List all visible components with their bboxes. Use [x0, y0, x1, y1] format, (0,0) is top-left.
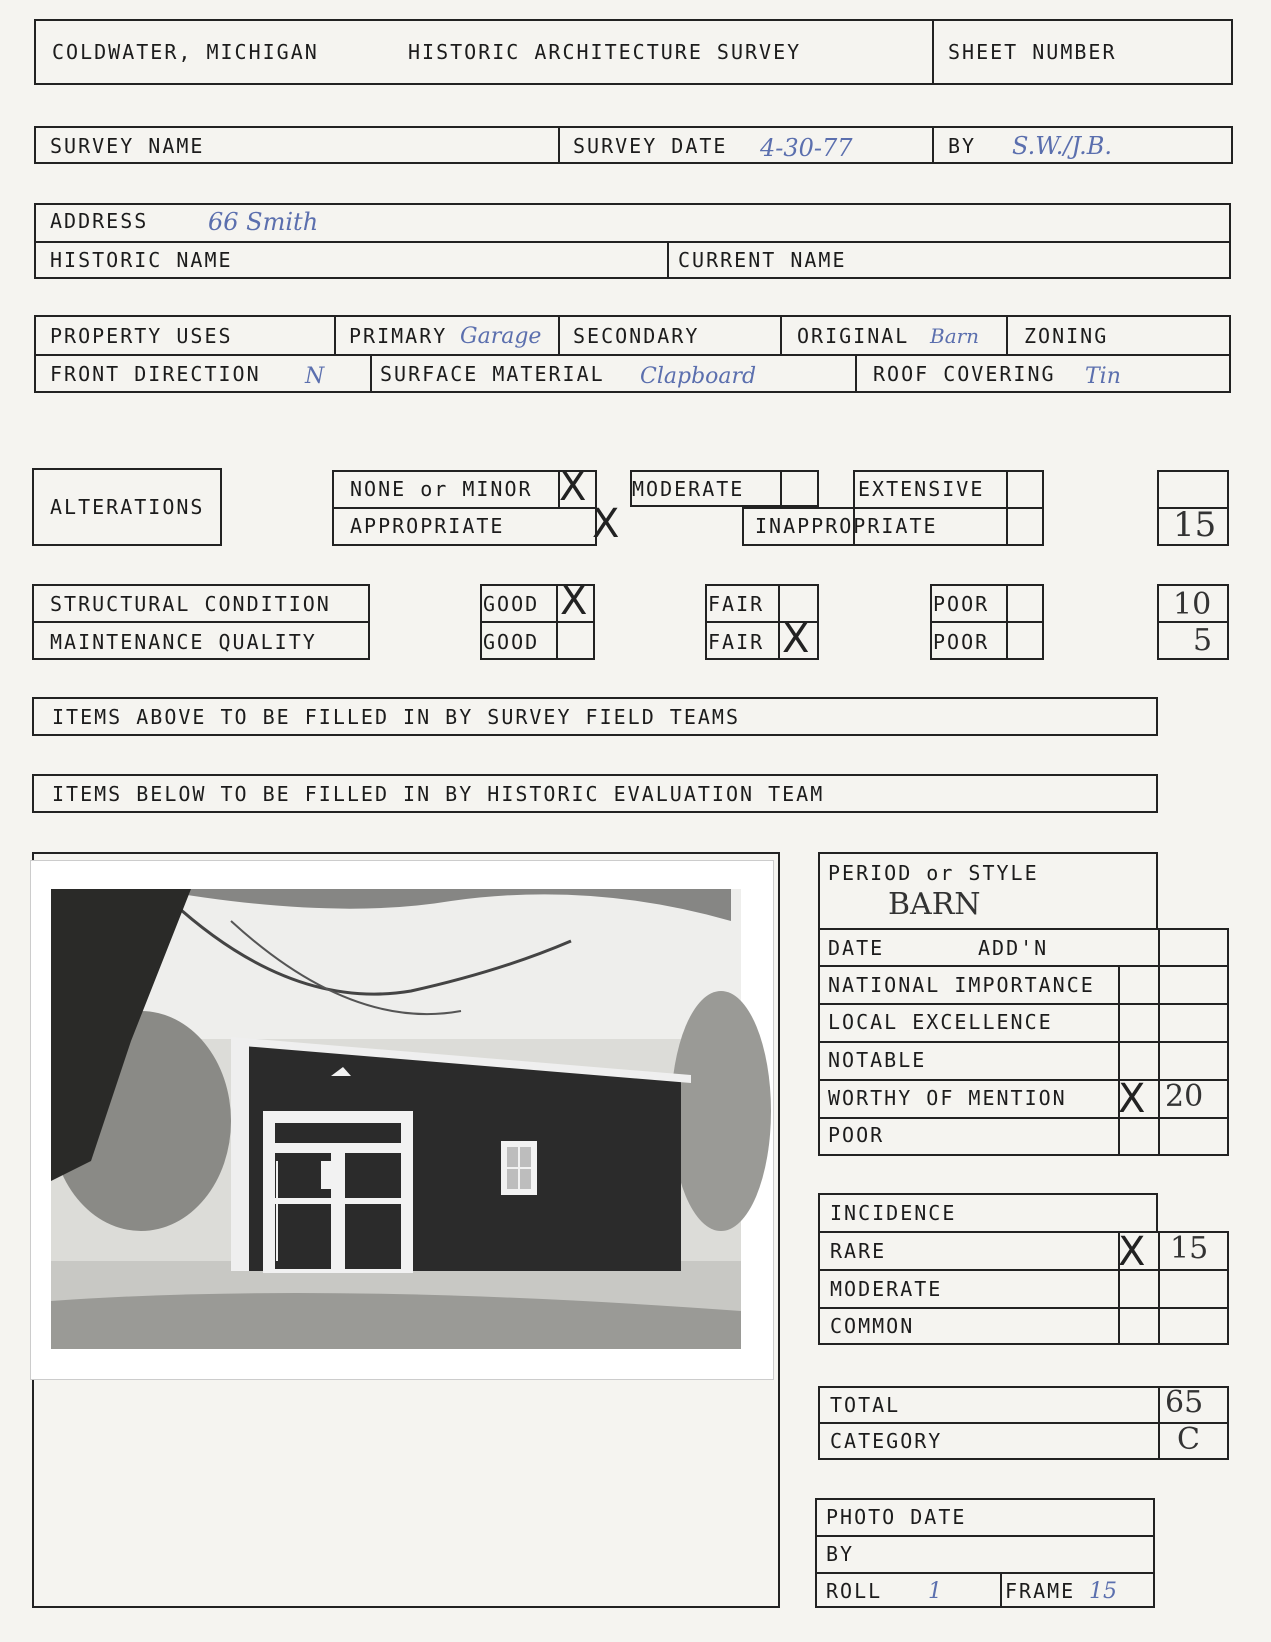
- none-minor-label: NONE or MINOR: [350, 477, 533, 501]
- property-div-6: [855, 354, 857, 393]
- total-label: TOTAL: [830, 1393, 901, 1417]
- alt-mid-line: [332, 507, 597, 509]
- poor-maintenance-label: POOR: [933, 630, 990, 654]
- none-minor-check: X: [559, 464, 587, 510]
- property-div-4: [1006, 315, 1008, 354]
- property-mid-line: [34, 354, 1231, 356]
- barn-photo-image: [31, 861, 775, 1381]
- primary-label: PRIMARY: [349, 324, 448, 348]
- photo-info-col: [1000, 1572, 1002, 1608]
- totals-col: [1158, 1386, 1160, 1460]
- inc-line-2: [818, 1307, 1229, 1309]
- zoning-label: ZONING: [1024, 324, 1109, 348]
- national-importance-label: NATIONAL IMPORTANCE: [828, 973, 1095, 997]
- moderate-check-div: [780, 470, 782, 507]
- total-value: 65: [1165, 1385, 1204, 1420]
- fair-maintenance-label: FAIR: [708, 630, 765, 654]
- property-div-3: [780, 315, 782, 354]
- header-city: COLDWATER, MICHIGAN: [52, 40, 319, 64]
- good-structural-check: X: [560, 578, 588, 624]
- front-direction-label: FRONT DIRECTION: [50, 362, 261, 386]
- period-value: BARN: [888, 887, 981, 922]
- eval-col-1: [1118, 965, 1120, 1156]
- current-name-label: CURRENT NAME: [678, 248, 847, 272]
- poor-structural-label: POOR: [933, 592, 990, 616]
- appropriate-label: APPROPRIATE: [350, 514, 505, 538]
- inc-line-1: [818, 1269, 1229, 1271]
- photo-info-line-2: [815, 1572, 1155, 1574]
- eval-date-label: DATE: [828, 936, 885, 960]
- roof-covering-label: ROOF COVERING: [873, 362, 1056, 386]
- incidence-label: INCIDENCE: [830, 1201, 957, 1225]
- moderate-label: MODERATE: [632, 477, 745, 501]
- header-title: HISTORIC ARCHITECTURE SURVEY: [408, 40, 802, 64]
- rare-check: X: [1118, 1229, 1146, 1275]
- worthy-label: WORTHY OF MENTION: [828, 1086, 1067, 1110]
- eval-addn-label: ADD'N: [978, 936, 1049, 960]
- survey-date-label: SURVEY DATE: [573, 134, 728, 158]
- front-direction-value: N: [305, 364, 325, 389]
- inc-moderate-label: MODERATE: [830, 1277, 943, 1301]
- photo-by-label: BY: [826, 1542, 855, 1566]
- fair-maintenance-check: X: [782, 616, 810, 662]
- rare-score: 15: [1170, 1231, 1209, 1266]
- inc-col-2: [1158, 1231, 1160, 1345]
- eval-line-2: [818, 1003, 1229, 1005]
- maintenance-score: 5: [1193, 623, 1213, 658]
- local-excellence-label: LOCAL EXCELLENCE: [828, 1010, 1053, 1034]
- below-note: ITEMS BELOW TO BE FILLED IN BY HISTORIC EVALUATION TEAM: [52, 782, 825, 806]
- alterations-score: 15: [1173, 505, 1217, 545]
- alterations-label: ALTERATIONS: [50, 495, 205, 519]
- period-label: PERIOD or STYLE: [828, 861, 1039, 885]
- original-value: Barn: [930, 324, 980, 348]
- sheet-number-label: SHEET NUMBER: [948, 40, 1117, 64]
- good-div: [556, 584, 558, 660]
- original-label: ORIGINAL: [797, 324, 910, 348]
- address-label: ADDRESS: [50, 209, 149, 233]
- address-divider: [667, 241, 669, 279]
- property-div-2: [558, 315, 560, 354]
- above-note: ITEMS ABOVE TO BE FILLED IN BY SURVEY FIELD TEAMS: [52, 705, 741, 729]
- structural-condition-label: STRUCTURAL CONDITION: [50, 592, 331, 616]
- notable-label: NOTABLE: [828, 1048, 927, 1072]
- common-label: COMMON: [830, 1314, 915, 1338]
- inappropriate-label: INAPPROPRIATE: [755, 514, 938, 538]
- survey-by-value: S.W./J.B.: [1012, 132, 1113, 160]
- secondary-label: SECONDARY: [573, 324, 700, 348]
- inappropriate-bottom: [742, 544, 1044, 546]
- header-divider: [932, 19, 934, 85]
- frame-value: 15: [1089, 1579, 1117, 1604]
- totals-mid: [818, 1422, 1229, 1424]
- extensive-label: EXTENSIVE: [858, 477, 985, 501]
- inappropriate-left: [742, 507, 744, 546]
- photo-info-line-1: [815, 1535, 1155, 1537]
- eval-poor-label: POOR: [828, 1123, 885, 1147]
- appropriate-check: X: [592, 501, 620, 547]
- surface-material-value: Clapboard: [640, 364, 757, 389]
- eval-col-2: [1158, 928, 1160, 1156]
- worthy-check: X: [1118, 1076, 1146, 1122]
- eval-line-3: [818, 1041, 1229, 1043]
- survey-by-label: BY: [948, 134, 977, 158]
- roll-label: ROLL: [826, 1579, 883, 1603]
- category-label: CATEGORY: [830, 1429, 943, 1453]
- property-div-1: [334, 315, 336, 354]
- eval-line-5: [818, 1117, 1229, 1119]
- surface-material-label: SURFACE MATERIAL: [380, 362, 605, 386]
- eval-line-1: [818, 965, 1229, 967]
- frame-label: FRAME: [1005, 1579, 1076, 1603]
- survey-div-1: [558, 126, 560, 164]
- address-mid-line: [34, 241, 1231, 243]
- property-div-5: [370, 354, 372, 393]
- worthy-score: 20: [1165, 1079, 1204, 1114]
- property-uses-label: PROPERTY USES: [50, 324, 233, 348]
- survey-date-value: 4-30-77: [760, 134, 853, 162]
- maintenance-quality-label: MAINTENANCE QUALITY: [50, 630, 317, 654]
- fair-div: [778, 584, 780, 660]
- poor-mid: [930, 621, 1044, 623]
- rare-label: RARE: [830, 1239, 887, 1263]
- photo-date-label: PHOTO DATE: [826, 1505, 967, 1529]
- good-structural-label: GOOD: [483, 592, 540, 616]
- condition-label-mid: [32, 621, 370, 623]
- barn-photo: [30, 860, 774, 1380]
- survey-right: [1231, 126, 1233, 164]
- historic-name-label: HISTORIC NAME: [50, 248, 233, 272]
- extensive-mid: [742, 507, 1044, 509]
- good-maintenance-label: GOOD: [483, 630, 540, 654]
- roll-value: 1: [928, 1579, 942, 1604]
- survey-top-line: [34, 126, 1233, 128]
- roof-covering-value: Tin: [1085, 364, 1121, 389]
- fair-structural-label: FAIR: [708, 592, 765, 616]
- address-value: 66 Smith: [208, 208, 319, 236]
- survey-name-label: SURVEY NAME: [50, 134, 205, 158]
- category-value: C: [1177, 1422, 1200, 1457]
- structural-score: 10: [1173, 587, 1212, 622]
- poor-div: [1006, 584, 1008, 660]
- survey-div-2: [932, 126, 934, 164]
- primary-value: Garage: [460, 324, 542, 349]
